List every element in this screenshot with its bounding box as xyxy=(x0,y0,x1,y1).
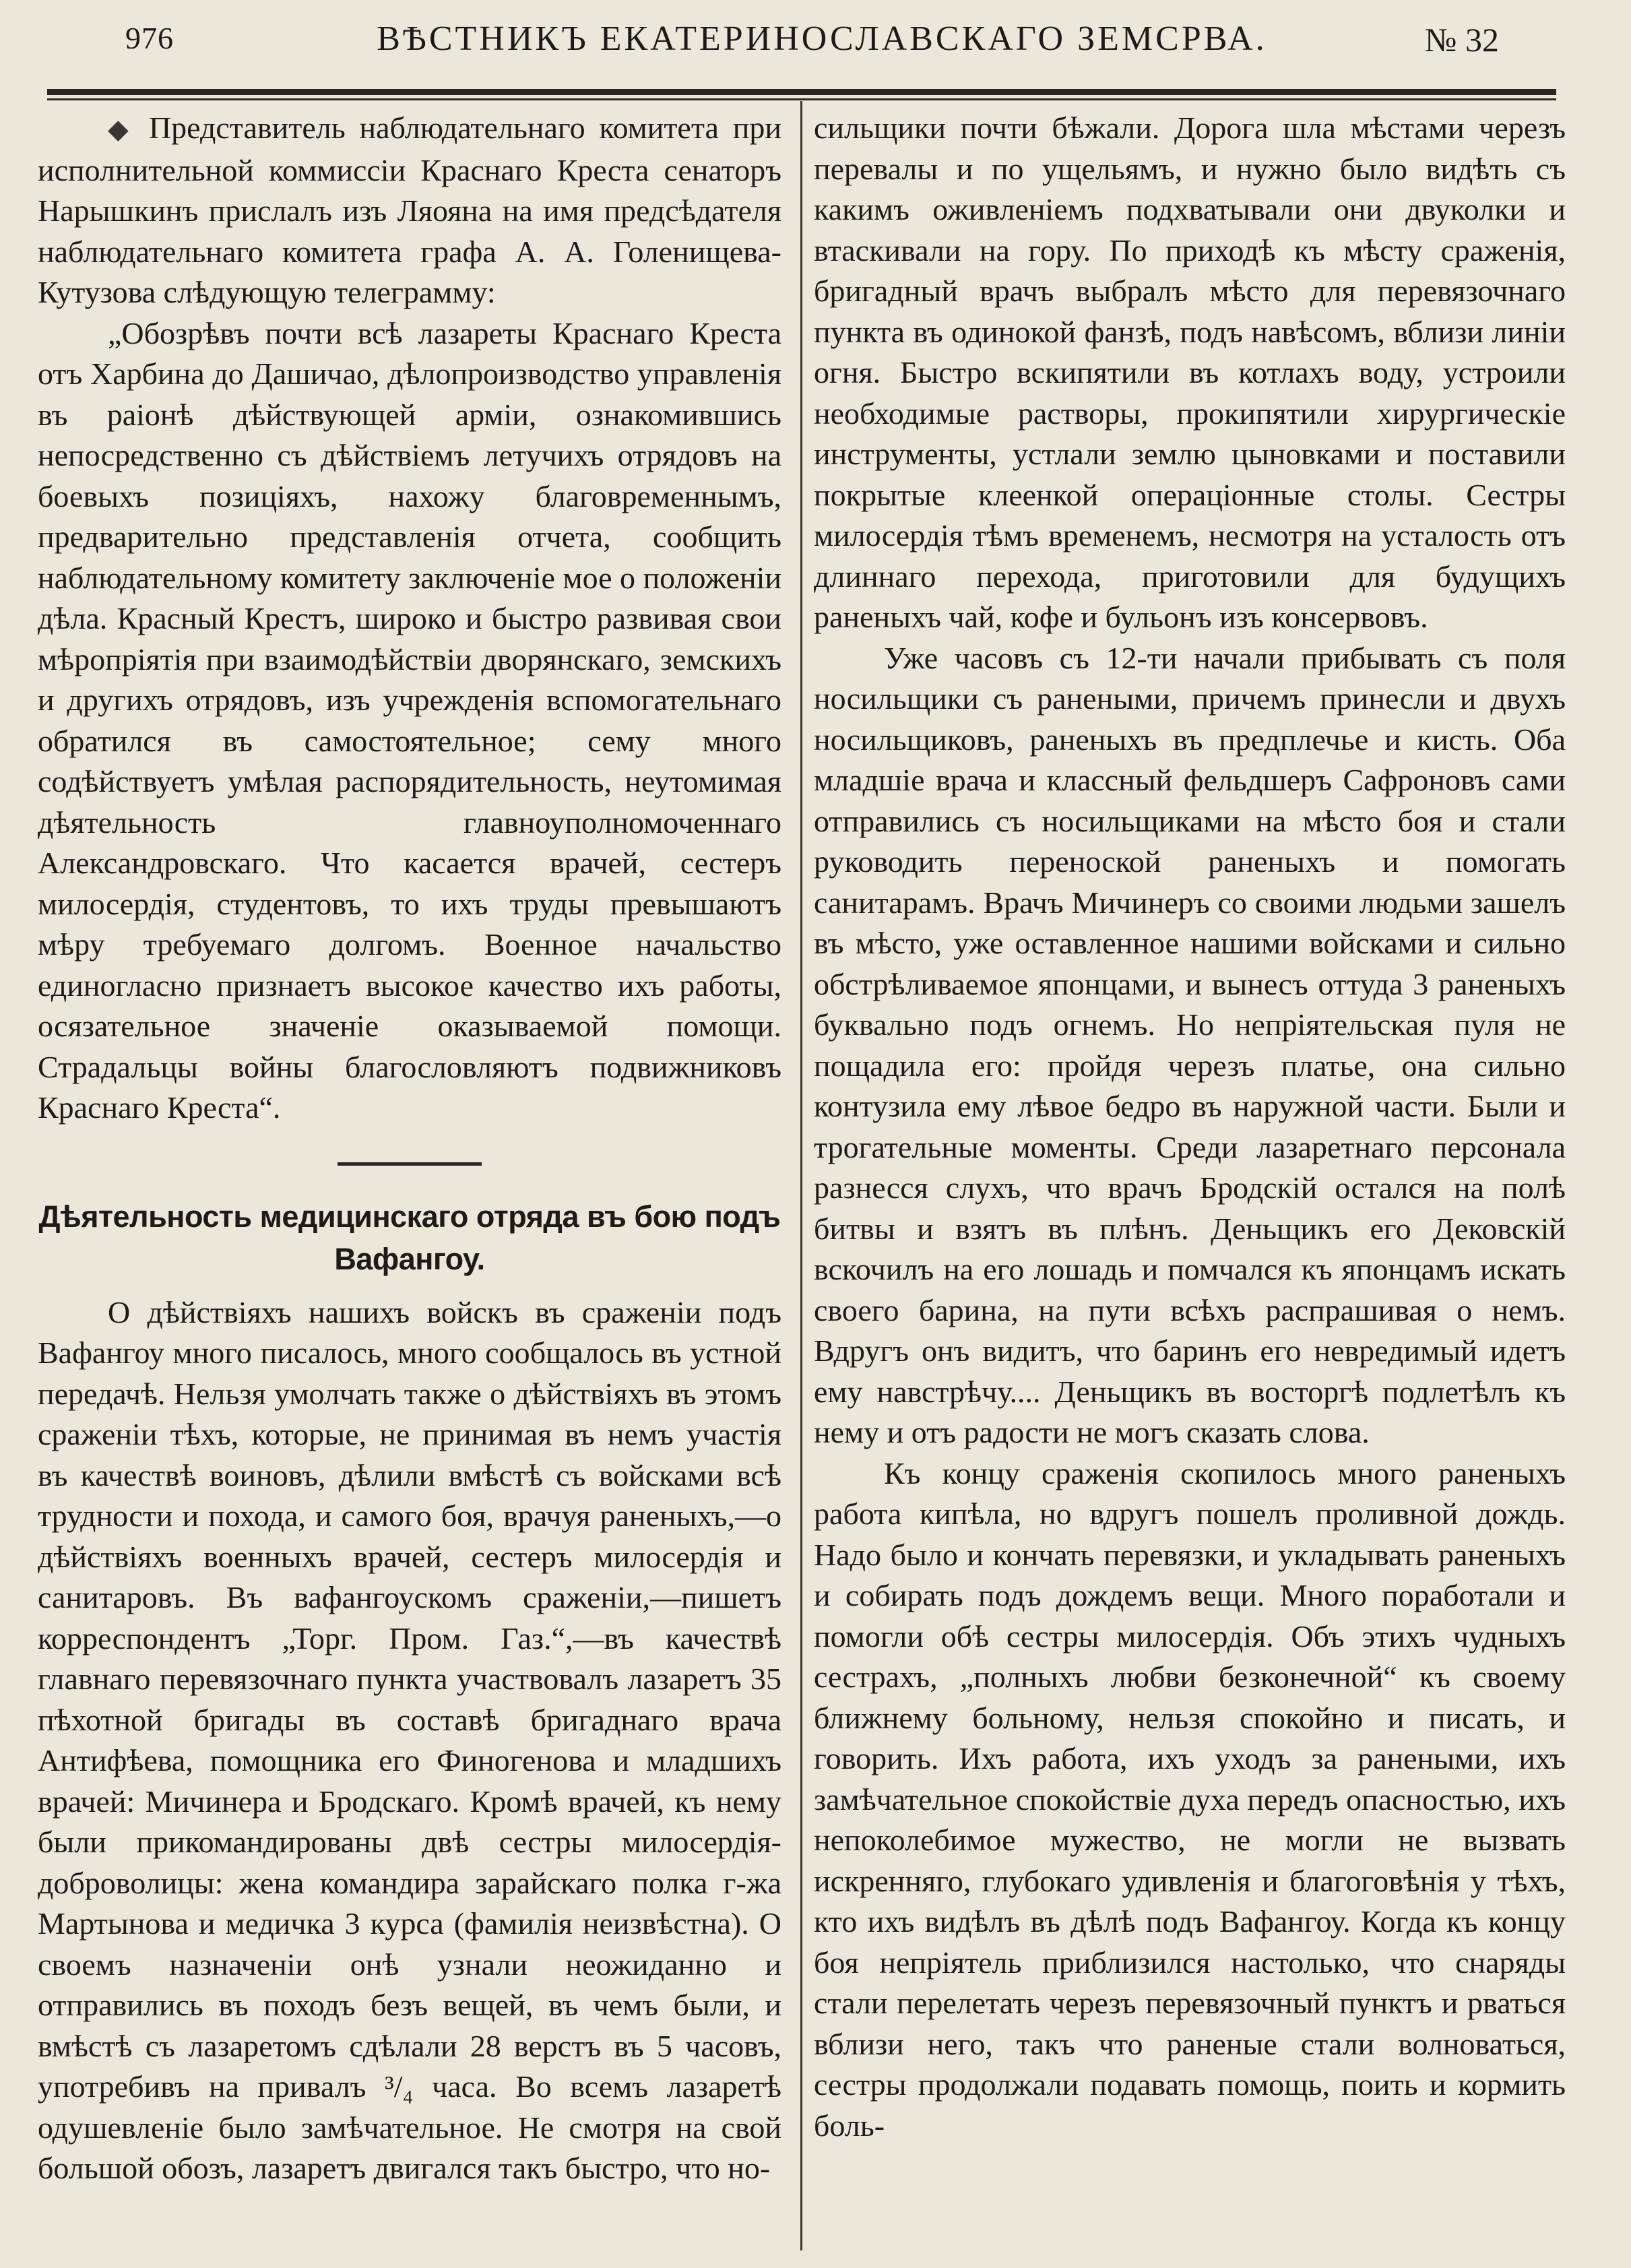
column-divider xyxy=(800,101,802,2250)
journal-title: ВѢСТНИКЪ ЕКАТЕРИНОСЛАВСКАГО ЗЕМСРВА. xyxy=(377,20,1267,58)
article-paragraph-1: О дѣйствіяхъ нашихъ войскъ въ сраженіи подъ Вафангоу много писалось, много сообщалось въ устной передачѣ. Нельзя умолчать также о дѣйствіяхъ въ этомъ сраженіи тѣхъ, которые, не принимая въ немъ участія въ качествѣ воиновъ, дѣлили вмѣстѣ съ войсками всѣ трудности и похода, и самого боя, врачуя раненыхъ,—о дѣйствіяхъ военныхъ врачей, сестеръ милосердія и санитаровъ. Въ вафангоускомъ сраженіи,—пишетъ корреспондентъ „Торг. Пром. Газ.“,—въ качествѣ главнаго перевязочнаго пункта участвовалъ лазаретъ 35 пѣхотной бригады въ составѣ бригаднаго врача Антифѣева, помощника его Финогенова и младшихъ врачей: Мичинера и Бродскаго. Кромѣ врачей, къ нему были прикомандированы двѣ сестры милосердія-доброволицы: жена командира зарайскаго полка г-жа Мартынова и медичка 3 курса (фамилія неизвѣстна). О своемъ назначеніи онѣ узнали неожиданно и отправились въ походъ безъ вещей, въ чемъ были, и вмѣстѣ съ лазаретомъ сдѣлали 28 верстъ въ 5 часовъ, употребивъ на привалъ ³/₄ часа. Во всемъ лазаретѣ одушевленіе было замѣчательное. Не смотря на свой большой обозъ, лазаретъ двигался такъ быстро, что но- xyxy=(38,1294,781,2185)
article-heading xyxy=(38,1195,781,1280)
right-column xyxy=(814,108,1566,2146)
notice-intro-paragraph xyxy=(38,108,781,313)
article-heading-line-1: Дѣятельность медицинскаго отряда въ бою подъ xyxy=(38,1199,781,1234)
telegram-text: „Обозрѣвъ почти всѣ лазареты Краснаго Креста отъ Харбина до Дашичао, дѣлопроизводство управленія въ раіонѣ дѣйствующей арміи, ознакомившись непосредственно съ дѣйствіемъ летучихъ отрядовъ на боевыхъ позиціяхъ, нахожу благовременнымъ, предварительно представленія отчета, сообщить наблюдательному комитету заключеніе мое о положеніи дѣла. Красный Крестъ, широко и быстро развивая свои мѣропріятія при взаимодѣйствіи дворянскаго, земскихъ и другихъ отрядовъ, изъ учрежденія вспомогательнаго обратился въ самостоятельное; сему много содѣйствуетъ умѣлая распорядительность, неутомимая дѣятельность главноуполномоченнаго Александровскаго. Что касается врачей, сестеръ милосердія, студентовъ, то ихъ труды превышаютъ мѣру требуемаго долгомъ. Военное начальство единогласно признаетъ высокое качество ихъ работы, осязательное значеніе оказываемой помощи. Страдальцы войны благословляютъ подвижниковъ Краснаго Креста“. xyxy=(38,315,781,1125)
article-paragraph-3: Уже часовъ съ 12-ти начали прибывать съ поля носильщики съ ранеными, причемъ принесли и двухъ носильщиковъ, раненыхъ въ предплечье и кисть. Оба младшіе врача и классный фельдшеръ Сафроновъ сами отправились съ носильщиками на мѣсто боя и стали руководить переноской раненыхъ и помогать санитарамъ. Врачъ Мичинеръ со своими людьми зашелъ въ мѣсто, уже оставленное нашими войсками и сильно обстрѣливаемое японцами, и вынесъ оттуда 3 раненыхъ буквально подъ огнемъ. Но непріятельская пуля не пощадила его: пройдя черезъ платье, она сильно контузила ему лѣвое бедро въ наружной части. Были и трогательные моменты. Среди лазаретнаго персонала разнесся слухъ, что врачъ Бродскій остался на полѣ битвы и взятъ въ плѣнъ. Деньщикъ его Дековскій вскочилъ на его лошадь и помчался къ японцамъ искать своего барина, на пути всѣхъ распрашивая о немъ. Вдругъ онъ видитъ, что баринъ его невредимый идетъ ему навстрѣчу.... Деньщикъ въ восторгѣ подлетѣлъ къ нему и отъ радости не могъ сказать слова. xyxy=(814,640,1566,1449)
notice-intro-text: Представитель наблюдательнаго комитета при исполнительной коммиссіи Краснаго Креста сенаторъ Нарышкинъ прислалъ изъ Ляояна на имя предсѣдателя наблюдательнаго комитета графа А. А. Голенищева-Кутузова слѣдующую телеграмму: xyxy=(38,111,782,309)
page-number: 976 xyxy=(125,21,174,55)
article-heading-line-2: Вафангоу. xyxy=(334,1241,485,1276)
header-rule-thin xyxy=(47,98,1556,100)
notice-mark-icon: ◆ xyxy=(108,114,135,144)
article-paragraph-4: Къ концу сраженія скопилось много раненыхъ работа кипѣла, но вдругъ пошелъ проливной дождь. Надо было и кончать перевязки, и укладывать раненыхъ и собирать подъ дождемъ вещи. Много поработали и помогли обѣ сестры милосердія. Объ этихъ чудныхъ сестрахъ, „полныхъ любви безконечной“ къ своему ближнему больному, нельзя спокойно и писать, и говорить. Ихъ работа, ихъ уходъ за ранеными, ихъ замѣчательное спокойствіе духа передъ опасностью, ихъ непоколебимое мужество, не могли не вызвать искренняго, глубокаго удивленія и благоговѣнія у тѣхъ, кто ихъ видѣлъ въ дѣлѣ подъ Вафангоу. Когда къ концу боя непріятель приблизился настолько, что снаряды стали перелетать черезъ перевязочный пунктъ и рваться вблизи него, такъ что раненые стали волноваться, сестры продолжали подавать помощь, поить и кормить боль- xyxy=(814,1455,1566,2143)
running-head xyxy=(0,15,1631,75)
left-column xyxy=(38,108,781,2189)
section-separator xyxy=(338,1162,482,1166)
article-paragraph-2: сильщики почти бѣжали. Дорога шла мѣстами черезъ перевалы и по ущельямъ, и нужно было видѣть съ какимъ оживленіемъ подхватывали они двуколки и втаскивали на гору. По приходѣ къ мѣсту сраженія, бригадный врачъ выбралъ мѣсто для перевязочнаго пункта въ одинокой фанзѣ, подъ навѣсомъ, вблизи линіи огня. Быстро вскипятили въ котлахъ воду, устроили необходимые растворы, прокипятили хирургическіе инструменты, устлали землю цыновками и поставили покрытые клеенкой операціонные столы. Сестры милосердія тѣмъ временемъ, несмотря на усталость отъ длиннаго перехода, приготовили для будущихъ раненыхъ чай, кофе и бульонъ изъ консервовъ. xyxy=(814,111,1566,634)
header-rule-thick xyxy=(47,89,1556,95)
issue-number: № 32 xyxy=(1424,21,1499,59)
